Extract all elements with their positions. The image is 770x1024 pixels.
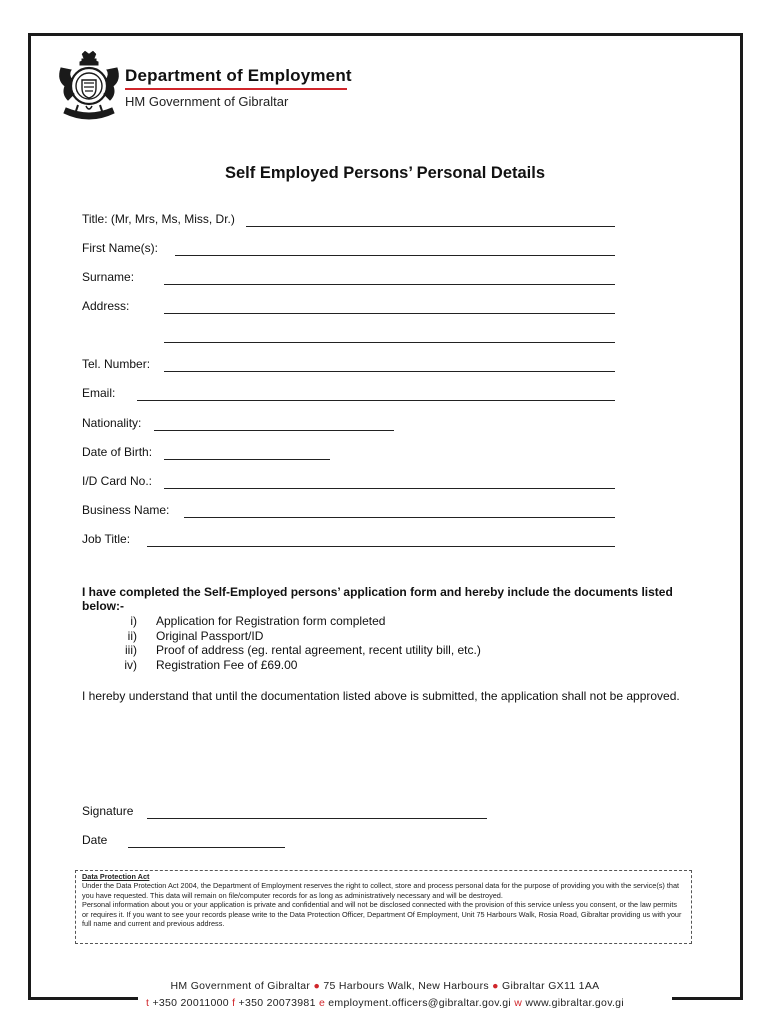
field-address[interactable] [82, 299, 615, 315]
list-item-text: Registration Fee of £69.00 [156, 657, 298, 672]
field-title[interactable] [82, 212, 615, 228]
list-item-number: ii) [127, 628, 137, 643]
field-first-names-label: First Name(s): [82, 241, 158, 255]
department-name: Department of Employment [125, 66, 352, 85]
bullet-icon: ● [492, 980, 499, 992]
list-item-text: Proof of address (eg. rental agreement, recent utility bill, etc.) [156, 643, 481, 657]
list-item-text: Application for Registration form completed [156, 614, 386, 628]
field-title-label: Title: (Mr, Mrs, Ms, Miss, Dr.) [82, 212, 235, 226]
field-nationality[interactable] [82, 416, 615, 432]
declaration-text: I have completed the Self-Employed persons’ application form and hereby include the documents listed below:- [82, 585, 673, 613]
page-title: Self Employed Persons’ Personal Details [224, 164, 546, 182]
coat-of-arms-icon [56, 50, 122, 124]
field-date-label: Date [82, 833, 108, 847]
list-item-number: i) [130, 614, 137, 628]
field-job-title-line[interactable] [147, 546, 615, 547]
field-surname[interactable] [82, 270, 615, 286]
field-dob-line[interactable] [164, 459, 330, 460]
field-signature-line[interactable] [147, 818, 487, 819]
footer-email-link[interactable]: employment.officers@gibraltar.gov.gi [328, 997, 512, 1009]
list-item-text: Original Passport/ID [156, 628, 264, 643]
list-item-number: iv) [124, 657, 137, 672]
field-address-line-2[interactable] [164, 342, 615, 343]
footer-org: HM Government of Gibraltar [170, 980, 311, 992]
field-title-line[interactable] [246, 226, 615, 227]
field-business-name[interactable] [82, 503, 615, 519]
field-date-line[interactable] [128, 847, 285, 848]
data-protection-heading: Data Protection Act [82, 872, 150, 881]
field-signature-label: Signature [82, 804, 134, 818]
email-prefix: e [318, 997, 326, 1009]
header-rule [125, 88, 347, 90]
field-email-line[interactable] [137, 400, 615, 401]
footer-fax: +350 20073981 [238, 997, 316, 1009]
field-dob[interactable] [82, 445, 615, 461]
field-signature[interactable] [82, 804, 492, 820]
field-id-card-label: I/D Card No.: [82, 474, 153, 488]
field-address-2[interactable] [82, 328, 615, 344]
field-date[interactable] [82, 833, 492, 849]
field-surname-label: Surname: [82, 270, 135, 284]
footer-web-link[interactable]: www.gibraltar.gov.gi [525, 997, 624, 1009]
data-protection-paragraph-1: Under the Data Protection Act 2004, the Department of Employment reserves the right to collect, store and process personal data for the purpose of providing you with the service(s) that you have requested. This data will remain on file/computer records for as long as administratively necessary and will be destroyed. [82, 881, 680, 900]
field-nationality-line[interactable] [154, 430, 394, 431]
data-protection-paragraph-2: Personal information about you or your application is private and confidential and will not be disclosed connected with the provision of this service unless you consent, or the law permits or requires it. If you want to see your records please write to the Data Protection Officer, Department Of Employment, Unit 75 Harbours Walk, Rosia Road, Gibraltar providing us with your full name and current and previous address. [82, 900, 682, 929]
page-border-top [28, 33, 743, 36]
field-address-label: Address: [82, 299, 130, 313]
field-email[interactable] [82, 386, 615, 402]
understanding-statement: I hereby understand that until the documentation listed above is submitted, the application shall not be approved. [82, 689, 680, 703]
bullet-icon: ● [313, 980, 321, 992]
footer-city: Gibraltar GX11 1AA [502, 980, 600, 992]
field-tel[interactable] [82, 357, 615, 373]
field-dob-label: Date of Birth: [82, 445, 153, 459]
government-name: HM Government of Gibraltar [125, 94, 289, 109]
field-first-names-line[interactable] [175, 255, 615, 256]
field-tel-label: Tel. Number: [82, 357, 151, 371]
field-job-title[interactable] [82, 532, 615, 548]
footer-street: 75 Harbours Walk, New Harbours [323, 980, 489, 992]
field-id-card-line[interactable] [164, 488, 615, 489]
field-nationality-label: Nationality: [82, 416, 142, 430]
field-business-name-line[interactable] [184, 517, 615, 518]
field-job-title-label: Job Title: [82, 532, 131, 546]
field-business-name-label: Business Name: [82, 503, 170, 517]
data-protection-notice [75, 870, 692, 944]
web-prefix: w [514, 997, 523, 1009]
field-tel-line[interactable] [164, 371, 615, 372]
fax-prefix: f [232, 997, 236, 1009]
footer-address [0, 980, 770, 992]
field-surname-line[interactable] [164, 284, 615, 285]
field-first-names[interactable] [82, 241, 615, 257]
list-item-number: iii) [125, 643, 137, 657]
field-id-card[interactable] [82, 474, 615, 490]
field-email-label: Email: [82, 386, 116, 400]
tel-prefix: t [146, 997, 150, 1009]
field-address-line-1[interactable] [164, 313, 615, 314]
footer-tel: +350 20011000 [152, 997, 229, 1009]
footer-contacts [0, 997, 770, 1009]
